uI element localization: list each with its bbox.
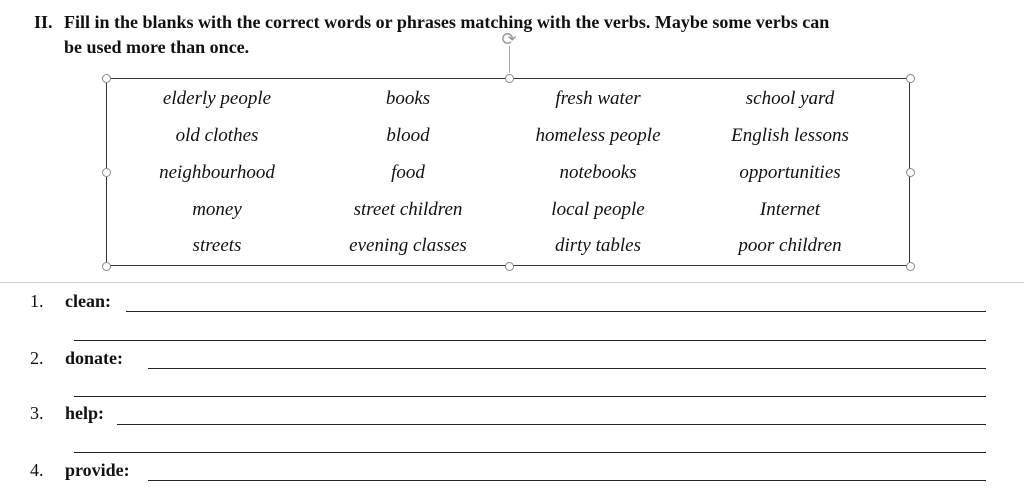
answer-line[interactable] xyxy=(126,311,986,312)
word-box[interactable] xyxy=(106,78,910,266)
question-verb: help: xyxy=(65,403,105,423)
word-cell: notebooks xyxy=(559,162,637,183)
page-divider xyxy=(0,282,1024,283)
word-cell: local people xyxy=(551,199,645,220)
word-cell: food xyxy=(391,162,425,183)
answer-line[interactable] xyxy=(148,368,986,369)
word-cell: homeless people xyxy=(535,125,661,146)
question-number: 3. xyxy=(30,403,44,423)
answer-line[interactable] xyxy=(117,424,986,425)
word-cell: English lessons xyxy=(731,125,849,146)
rotate-icon[interactable]: ⟳ xyxy=(501,29,517,50)
resize-handle-top-right[interactable] xyxy=(906,74,915,83)
word-cell: fresh water xyxy=(555,88,641,109)
question-number: 2. xyxy=(30,348,44,368)
word-cell: evening classes xyxy=(349,235,467,256)
answer-line[interactable] xyxy=(74,396,986,397)
word-cell: elderly people xyxy=(162,88,272,109)
instruction xyxy=(34,10,1004,60)
resize-handle-top[interactable] xyxy=(505,74,514,83)
word-cell: school yard xyxy=(745,88,835,109)
section-number: II. xyxy=(34,12,53,32)
answer-line[interactable] xyxy=(74,340,986,341)
question-number: 4. xyxy=(30,460,44,480)
question-verb: donate: xyxy=(65,348,123,368)
word-cell: opportunities xyxy=(739,162,841,183)
question-number: 1. xyxy=(30,291,44,311)
resize-handle-top-left[interactable] xyxy=(102,74,111,83)
resize-handle-bottom[interactable] xyxy=(505,262,514,271)
word-cell: street children xyxy=(353,199,463,220)
word-cell: streets xyxy=(192,235,242,256)
question-2 xyxy=(30,348,123,369)
word-cell: blood xyxy=(386,125,430,146)
resize-handle-right[interactable] xyxy=(906,168,915,177)
word-cell: neighbourhood xyxy=(159,162,275,183)
resize-handle-left[interactable] xyxy=(102,168,111,177)
word-cell: Internet xyxy=(759,199,821,220)
question-4 xyxy=(30,460,130,481)
word-cell: books xyxy=(385,88,431,109)
word-cell: dirty tables xyxy=(554,235,642,256)
word-cell: money xyxy=(192,199,242,220)
resize-handle-bottom-left[interactable] xyxy=(102,262,111,271)
question-1 xyxy=(30,291,111,312)
instruction-line-2: be used more than once. xyxy=(64,37,250,57)
resize-handle-bottom-right[interactable] xyxy=(906,262,915,271)
question-verb: provide: xyxy=(65,460,130,480)
word-cell: old clothes xyxy=(175,125,259,146)
instruction-line-1: Fill in the blanks with the correct words or phrases matching with the verbs. Maybe some verbs can xyxy=(64,12,830,32)
answer-line[interactable] xyxy=(148,480,986,481)
word-cell: poor children xyxy=(738,235,842,256)
question-verb: clean: xyxy=(65,291,111,311)
answer-line[interactable] xyxy=(74,452,986,453)
rotate-stem xyxy=(509,46,510,73)
question-3 xyxy=(30,403,104,424)
